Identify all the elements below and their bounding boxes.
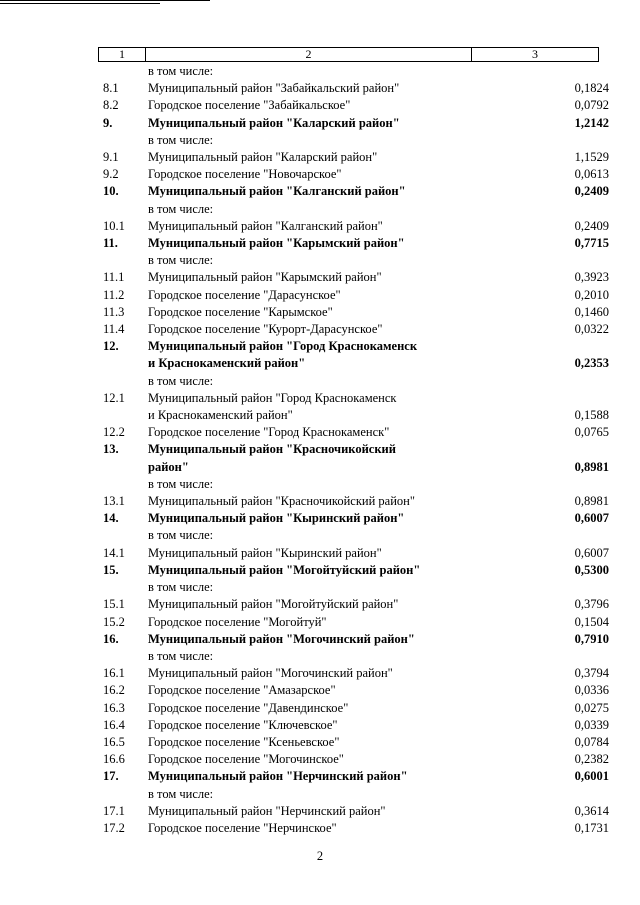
table-row <box>0 734 640 751</box>
row-name: Муниципальный район "Могочинский район" <box>148 666 393 681</box>
table-row <box>0 355 640 372</box>
row-number: 17.1 <box>103 803 125 818</box>
table-row <box>0 63 640 80</box>
row-value <box>458 476 609 493</box>
row-name: Муниципальный район "Кыринский район" <box>148 511 405 526</box>
table-row <box>0 545 640 562</box>
row-value <box>458 201 609 218</box>
row-value: 1,1529 <box>574 150 609 165</box>
row-number: 11.4 <box>103 322 125 337</box>
row-number <box>0 527 148 544</box>
row-name: и Краснокаменский район" <box>148 356 306 371</box>
table-row <box>0 665 640 682</box>
row-name: Городское поселение "Забайкальское" <box>148 98 351 113</box>
row-number <box>0 579 148 596</box>
table-row <box>0 115 640 132</box>
row-value: 0,1460 <box>574 304 609 319</box>
row-number: 15. <box>103 562 119 577</box>
row-value: 0,1504 <box>574 614 609 629</box>
row-name: Городское поселение "Давендинское" <box>148 700 349 715</box>
table-row <box>0 459 640 476</box>
row-value: 0,2409 <box>574 218 609 233</box>
table-row <box>0 596 640 613</box>
row-value: 0,7910 <box>574 631 609 646</box>
row-value <box>458 786 609 803</box>
table-row <box>0 700 640 717</box>
row-value: 0,3796 <box>574 597 609 612</box>
page-number: 2 <box>316 849 324 863</box>
row-value <box>458 338 609 355</box>
row-number: 17. <box>103 769 119 784</box>
row-name: Городское поселение "Карымское" <box>148 304 333 319</box>
row-value: 0,5300 <box>574 562 609 577</box>
row-name: Муниципальный район "Карымский район" <box>148 270 382 285</box>
row-number <box>0 132 148 149</box>
row-value <box>458 132 609 149</box>
table-row <box>0 373 640 390</box>
row-name: Муниципальный район "Кыринский район" <box>148 545 382 560</box>
table-row <box>0 751 640 768</box>
row-name: в том числе: <box>148 253 214 268</box>
row-number: 13. <box>103 442 119 457</box>
row-value: 0,6001 <box>574 769 609 784</box>
table-row <box>0 235 640 252</box>
row-name: Городское поселение "Могойтуй" <box>148 614 327 629</box>
table-row <box>0 648 640 665</box>
row-value: 1,2142 <box>574 115 609 130</box>
table-row <box>0 132 640 149</box>
row-name: Муниципальный район "Карымский район" <box>148 236 405 251</box>
row-name: Муниципальный район "Могочинский район" <box>148 631 415 646</box>
row-value <box>458 579 609 596</box>
top-rule <box>0 0 210 1</box>
table-row <box>0 527 640 544</box>
table-row <box>0 614 640 631</box>
row-name: Муниципальный район "Могойтуйский район" <box>148 597 399 612</box>
row-value <box>458 527 609 544</box>
row-number: 16.5 <box>103 734 125 749</box>
row-number: 16.4 <box>103 717 125 732</box>
row-number: 9.2 <box>103 167 119 182</box>
row-number: 16.3 <box>103 700 125 715</box>
table-row <box>0 786 640 803</box>
row-value: 0,3794 <box>574 666 609 681</box>
table-row <box>0 80 640 97</box>
table-row <box>0 579 640 596</box>
row-number: 10.1 <box>103 218 125 233</box>
table-row <box>0 820 640 837</box>
table-row <box>0 183 640 200</box>
row-number <box>0 786 148 803</box>
header-col-1: 1 <box>99 48 146 61</box>
row-number: 11.3 <box>103 304 125 319</box>
row-value: 0,6007 <box>574 511 609 526</box>
row-value: 0,0336 <box>574 683 609 698</box>
row-name: в том числе: <box>148 201 214 216</box>
row-value: 0,7715 <box>574 236 609 251</box>
row-number: 11. <box>103 236 118 251</box>
row-value: 0,2010 <box>574 287 609 302</box>
row-value: 0,1824 <box>574 81 609 96</box>
table-row <box>0 476 640 493</box>
row-name: и Краснокаменский район" <box>148 408 293 423</box>
table-row <box>0 441 640 458</box>
row-name: Муниципальный район "Калганский район" <box>148 218 383 233</box>
table-row <box>0 803 640 820</box>
table-row <box>0 252 640 269</box>
row-number: 8.1 <box>103 81 119 96</box>
row-name: Городское поселение "Новочарское" <box>148 167 342 182</box>
row-number: 8.2 <box>103 98 119 113</box>
row-name: в том числе: <box>148 786 214 801</box>
row-value: 0,2353 <box>574 356 609 371</box>
table-row <box>0 166 640 183</box>
table-row <box>0 201 640 218</box>
row-number: 17.2 <box>103 820 125 835</box>
row-name: в том числе: <box>148 64 214 78</box>
table-body <box>0 63 640 837</box>
row-value: 0,0613 <box>574 167 609 182</box>
row-name: Городское поселение "Амазарское" <box>148 683 336 698</box>
header-col-3: 3 <box>532 47 538 61</box>
row-name: Городское поселение "Могочинское" <box>148 752 344 767</box>
row-value: 0,0322 <box>574 322 609 337</box>
row-number <box>0 407 148 424</box>
row-number <box>0 648 148 665</box>
row-number <box>0 252 148 269</box>
row-name: в том числе: <box>148 648 214 663</box>
row-name: Муниципальный район "Калганский район" <box>148 184 406 199</box>
table-row <box>0 631 640 648</box>
row-value <box>458 63 609 80</box>
row-name: Муниципальный район "Красночикойский район" <box>148 494 415 509</box>
row-name: Муниципальный район "Город Краснокаменск <box>148 390 397 405</box>
row-value <box>458 252 609 269</box>
row-name: Муниципальный район "Забайкальский район" <box>148 81 400 96</box>
row-number <box>0 459 148 476</box>
row-name: Муниципальный район "Каларский район" <box>148 115 400 130</box>
row-number: 13.1 <box>103 494 125 509</box>
header-col-2: 2 <box>146 48 472 61</box>
row-name: Городское поселение "Курорт-Дарасунское" <box>148 322 383 337</box>
table-row <box>0 304 640 321</box>
row-number: 12. <box>103 339 119 354</box>
table-row <box>0 562 640 579</box>
row-number: 12.2 <box>103 425 125 440</box>
table-row <box>0 424 640 441</box>
table-row <box>0 269 640 286</box>
table-row <box>0 287 640 304</box>
table-row <box>0 321 640 338</box>
row-name: в том числе: <box>148 373 214 388</box>
row-name: район" <box>148 459 189 474</box>
row-value: 0,0792 <box>574 98 609 113</box>
row-value: 0,1588 <box>574 408 609 423</box>
row-name: в том числе: <box>148 132 214 147</box>
row-number: 12.1 <box>103 390 125 405</box>
table-row <box>0 493 640 510</box>
table-row <box>0 390 640 407</box>
row-number: 16. <box>103 631 119 646</box>
row-name: Муниципальный район "Каларский район" <box>148 150 378 165</box>
row-value <box>458 390 609 407</box>
table-row <box>0 149 640 166</box>
row-value: 0,3614 <box>574 803 609 818</box>
table-row <box>0 768 640 785</box>
row-number <box>0 476 148 493</box>
table-row <box>0 682 640 699</box>
row-name: в том числе: <box>148 580 214 595</box>
row-name: Муниципальный район "Красночикойский <box>148 442 396 457</box>
row-name: Муниципальный район "Могойтуйский район" <box>148 562 421 577</box>
row-number: 15.1 <box>103 597 125 612</box>
table-row <box>0 338 640 355</box>
row-name: Муниципальный район "Нерчинский район" <box>148 803 386 818</box>
row-name: Муниципальный район "Нерчинский район" <box>148 769 408 784</box>
table-row <box>0 97 640 114</box>
row-value: 0,2382 <box>574 752 609 767</box>
row-name: Городское поселение "Ключевское" <box>148 717 338 732</box>
row-value: 0,1731 <box>574 820 609 835</box>
row-value: 0,0275 <box>574 700 609 715</box>
row-name: Городское поселение "Ксеньевское" <box>148 734 340 749</box>
row-number: 11.2 <box>103 287 125 302</box>
row-name: Городское поселение "Дарасунское" <box>148 287 341 302</box>
row-number: 11.1 <box>103 270 125 285</box>
row-name: в том числе: <box>148 528 214 543</box>
table-row <box>0 218 640 235</box>
row-number: 9. <box>103 115 113 130</box>
table-header <box>98 47 599 62</box>
row-number <box>0 63 148 80</box>
row-number: 16.2 <box>103 683 125 698</box>
table-row <box>0 407 640 424</box>
table-row <box>0 510 640 527</box>
row-number: 16.1 <box>103 666 125 681</box>
top-rule-short <box>0 3 160 4</box>
row-number: 15.2 <box>103 614 125 629</box>
row-value: 0,0784 <box>574 734 609 749</box>
row-name: Городское поселение "Нерчинское" <box>148 820 337 835</box>
row-number: 9.1 <box>103 150 119 165</box>
row-number <box>0 373 148 390</box>
row-value: 0,0339 <box>574 717 609 732</box>
row-value: 0,8981 <box>574 459 609 474</box>
row-value <box>458 373 609 390</box>
row-value: 0,2409 <box>574 184 609 199</box>
row-value: 0,8981 <box>574 494 609 509</box>
row-value: 0,0765 <box>574 425 609 440</box>
row-value <box>458 441 609 458</box>
row-value: 0,3923 <box>574 270 609 285</box>
row-value <box>458 648 609 665</box>
row-name: Муниципальный район "Город Краснокаменск <box>148 339 418 354</box>
row-number: 14. <box>103 511 119 526</box>
row-name: в том числе: <box>148 476 214 491</box>
row-number <box>0 355 148 372</box>
row-number <box>0 201 148 218</box>
row-number: 14.1 <box>103 545 125 560</box>
row-number: 10. <box>103 184 119 199</box>
row-value: 0,6007 <box>574 545 609 560</box>
row-number: 16.6 <box>103 752 125 767</box>
row-name: Городское поселение "Город Краснокаменск" <box>148 425 390 440</box>
table-row <box>0 717 640 734</box>
